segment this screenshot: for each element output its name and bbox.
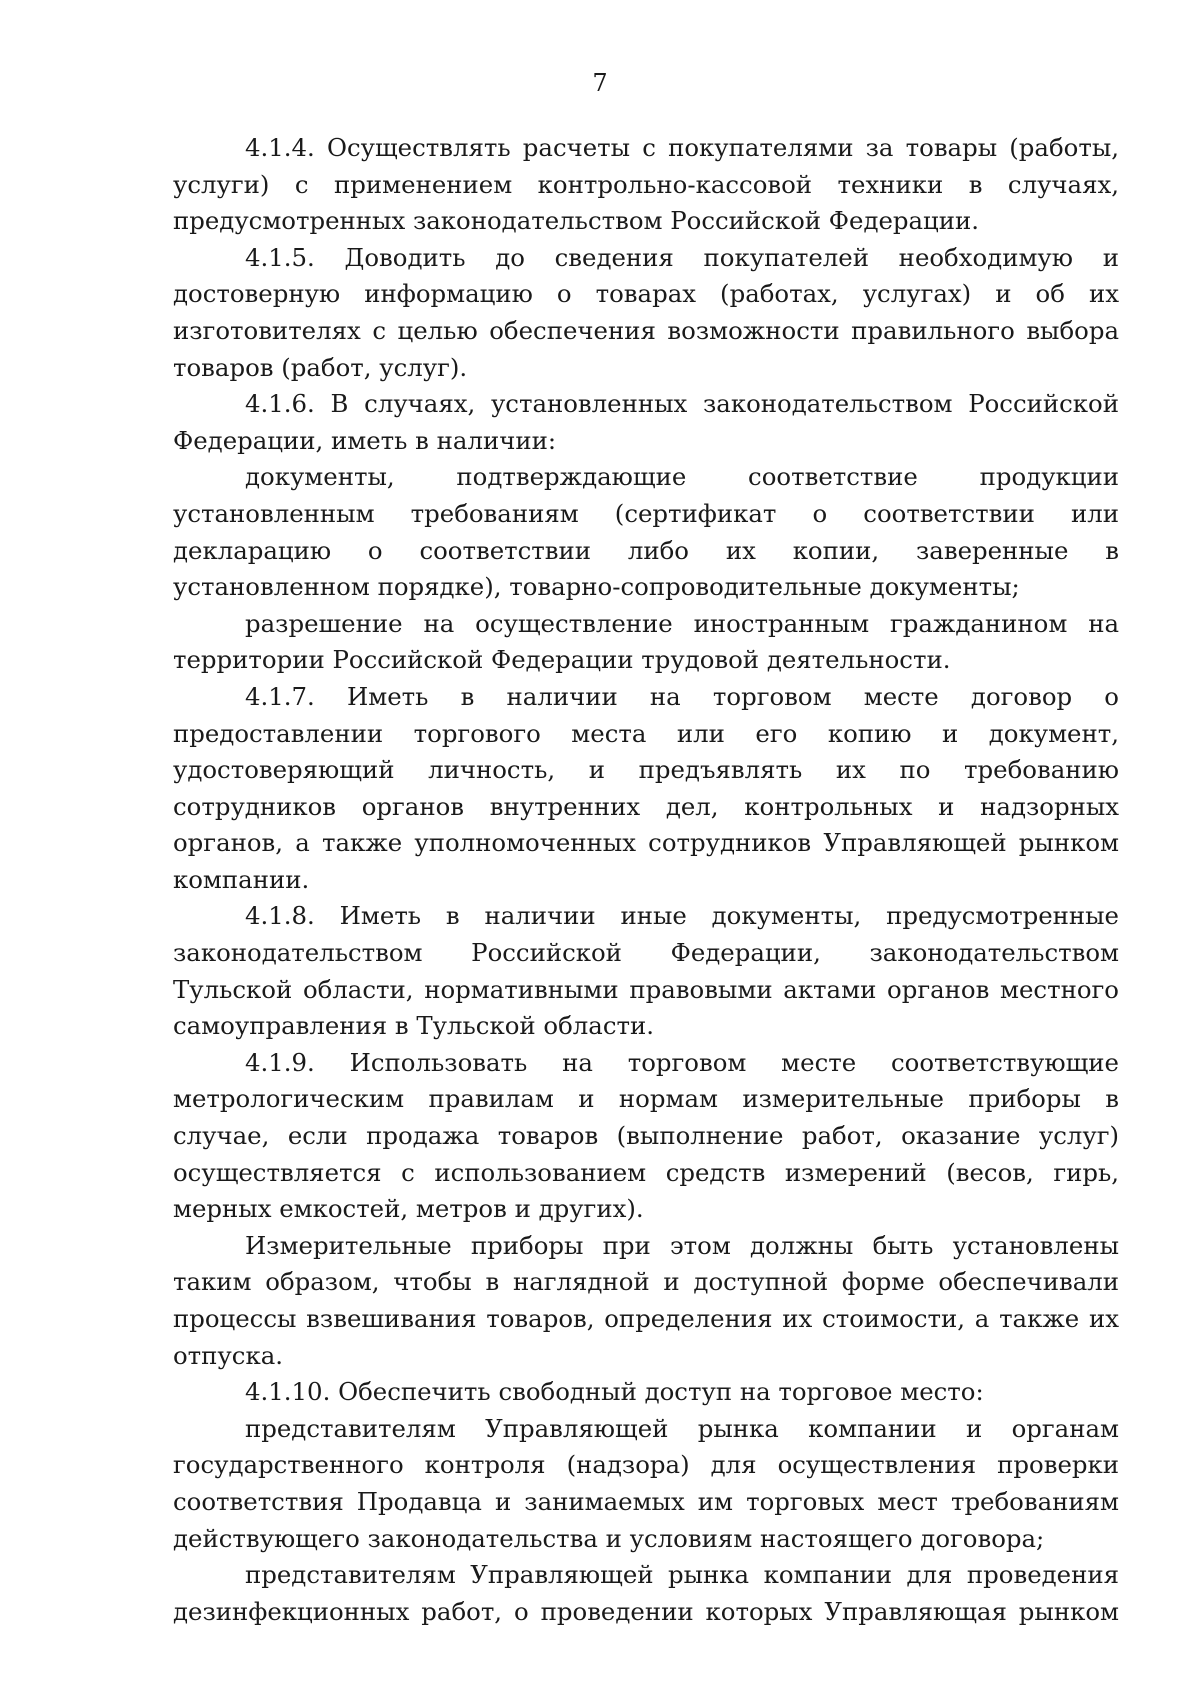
paragraph-work-permit: разрешение на осуществление иностранным гражданином на территории Российской Федерации трудовой деятельности. xyxy=(173,608,1119,675)
paragraph-4-1-10: 4.1.10. Обеспечить свободный доступ на торговое место: xyxy=(245,1377,984,1407)
paragraph-access-control: представителям Управляющей рынка компании и органам государственного контроля (надзора) для осуществления проверки соответствия Продавца и занимаемых им торговых мест требованиям действующего законодательства и условиям настоящего договора; xyxy=(173,1413,1119,1553)
page-number: 7 xyxy=(592,69,608,97)
paragraph-4-1-4: 4.1.4. Осуществлять расчеты с покупателями за товары (работы, услуги) с применением контрольно-кассовой техники в случаях, предусмотренных законодательством Российской Федерации. xyxy=(173,133,1119,236)
document-body xyxy=(173,130,1119,1630)
paragraph-access-disinfection: представителям Управляющей рынка компании для проведения дезинфекционных работ, о проведении которых Управляющая рынком xyxy=(173,1560,1119,1626)
paragraph-4-1-8: 4.1.8. Иметь в наличии иные документы, предусмотренные законодательством Российской Федерации, законодательством Тульской области, нормативными правовыми актами органов местного самоуправления в Тульской области. xyxy=(173,901,1119,1041)
paragraph-4-1-6: 4.1.6. В случаях, установленных законодательством Российской Федерации, иметь в наличии: xyxy=(173,389,1119,455)
paragraph-documents: документы, подтверждающие соответствие продукции установленным требованиям (сертификат о соответствии или декларацию о соответствии либо их копии, заверенные в установленном порядке), товарно-сопроводительные документы; xyxy=(173,462,1119,602)
paragraph-measuring-devices: Измерительные приборы при этом должны быть установлены таким образом, чтобы в наглядной и доступной форме обеспечивали процессы взвешивания товаров, определения их стоимости, а также их отпуска. xyxy=(173,1230,1119,1370)
paragraph-4-1-7: 4.1.7. Иметь в наличии на торговом месте договор о предоставлении торгового места или его копию и документ, удостоверяющий личность, и предъявлять их по требованию сотрудников органов внутренних дел, контрольных и надзорных органов, а также уполномоченных сотрудников Управляющей рынком компании. xyxy=(173,681,1119,894)
paragraph-4-1-5: 4.1.5. Доводить до сведения покупателей необходимую и достоверную информацию о товарах (работах, услугах) и об их изготовителях с целью обеспечения возможности правильного выбора товаров (работ, услуг). xyxy=(173,242,1119,382)
paragraph-4-1-9: 4.1.9. Использовать на торговом месте соответствующие метрологическим правилам и нормам измерительные приборы в случае, если продажа товаров (выполнение работ, оказание услуг) осуществляется с использованием средств измерений (весов, гирь, мерных емкостей, метров и других). xyxy=(173,1047,1119,1224)
